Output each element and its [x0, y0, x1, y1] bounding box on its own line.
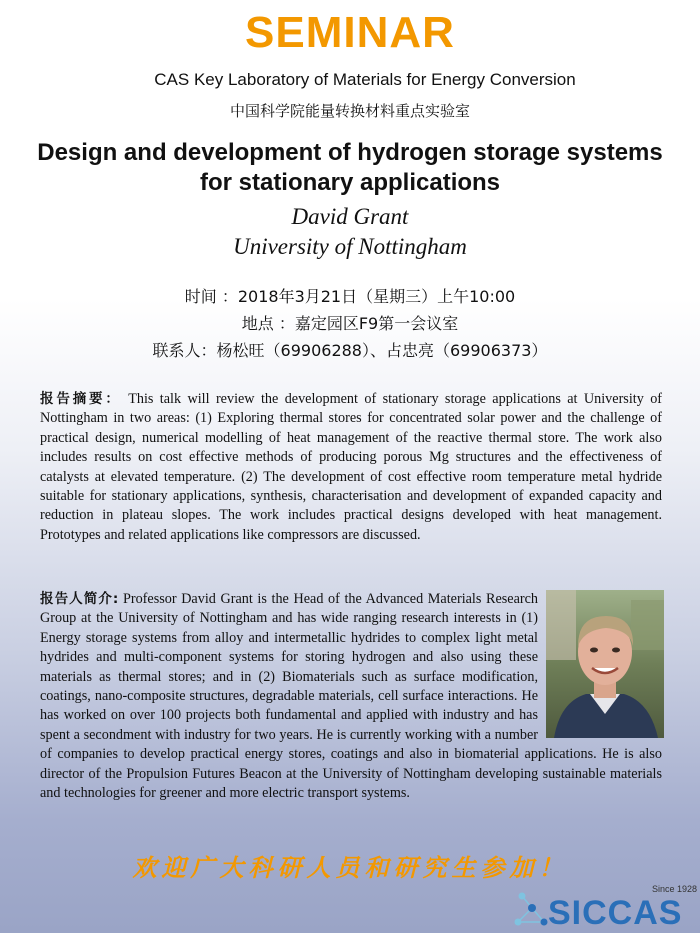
bio-text: Professor David Grant is the Head of the Advanced Materials Research Group at the University of Nottingham and has wide ranging research interests in (1) Energy storage systems from alloy and intermetallic hydrides to complex light metal hydrides and multi-component systems for storing hydrogen and also using these materials as thermal stores; and in (2) Biomaterials such as surface modification, coatings, nano-composite structures, degradable materials, cell surface interactions. He has worked on over 100 projects both fundamental and applied with industry and has spent a secondment with industry for two years. He is currently working with a number of companies to develop practical energy stores, coatings and also in biomaterial applications. He is also director of the Propulsion Futures Beacon at the University of Nottingham developing sustainable materials and technologies for greener and more electric transport systems.: [40, 591, 662, 802]
speaker-affiliation: University of Nottingham: [233, 234, 467, 259]
speaker-block: [0, 202, 700, 262]
lab-name-english: CAS Key Laboratory of Materials for Energy Conversion: [154, 70, 576, 89]
bio-paragraph: [40, 590, 662, 803]
talk-title-line2: for stationary applications: [199, 169, 501, 196]
speaker-photo: [546, 590, 664, 738]
speaker-name: David Grant: [291, 204, 409, 229]
logo-wordmark: SICCAS: [548, 894, 683, 932]
welcome-banner: 欢迎广大科研人员和研究生参加！: [132, 853, 568, 882]
logo-since-text: Since 1928: [652, 884, 698, 894]
seminar-heading: SEMINAR: [245, 8, 455, 57]
abstract-label: 报告摘要：: [40, 391, 122, 407]
event-time: 时间 ：2018年3月21日（星期三）上午10:00: [184, 287, 516, 306]
talk-title: [20, 138, 680, 198]
lab-name-chinese: 中国科学院能量转换材料重点实验室: [229, 102, 470, 120]
talk-title-line1: Design and development of hydrogen storage systems: [37, 139, 663, 166]
abstract-paragraph: [40, 390, 662, 545]
speaker-portrait-image: [546, 590, 664, 738]
event-place: 地点 ：嘉定园区F9第一会议室: [241, 314, 459, 333]
bio-label: 报告人简介:: [40, 591, 119, 607]
event-info: [0, 283, 700, 364]
event-contact: 联系人：杨松旺（69906288）、占忠亮（69906373）: [152, 341, 548, 360]
abstract-text: This talk will review the development of stationary storage applications at University of Nottingham in two areas: (1) Exploring thermal stores for concentrated solar power and the challenge of practical design, numerical modelling of heat management of the reactive thermal store. The work also includes results on cost effective methods of producing porous Mg structures and the effectiveness of catalysts at elevated temperature. (2) The development of cost effective room temperature metal hydride suitable for stationary applications, synthesis, characterisation and development of expanded capacity and reduction in plateau slopes. The work includes practical designs developed with heat management. Prototypes and related applications like compressors are discussed.: [40, 391, 663, 543]
